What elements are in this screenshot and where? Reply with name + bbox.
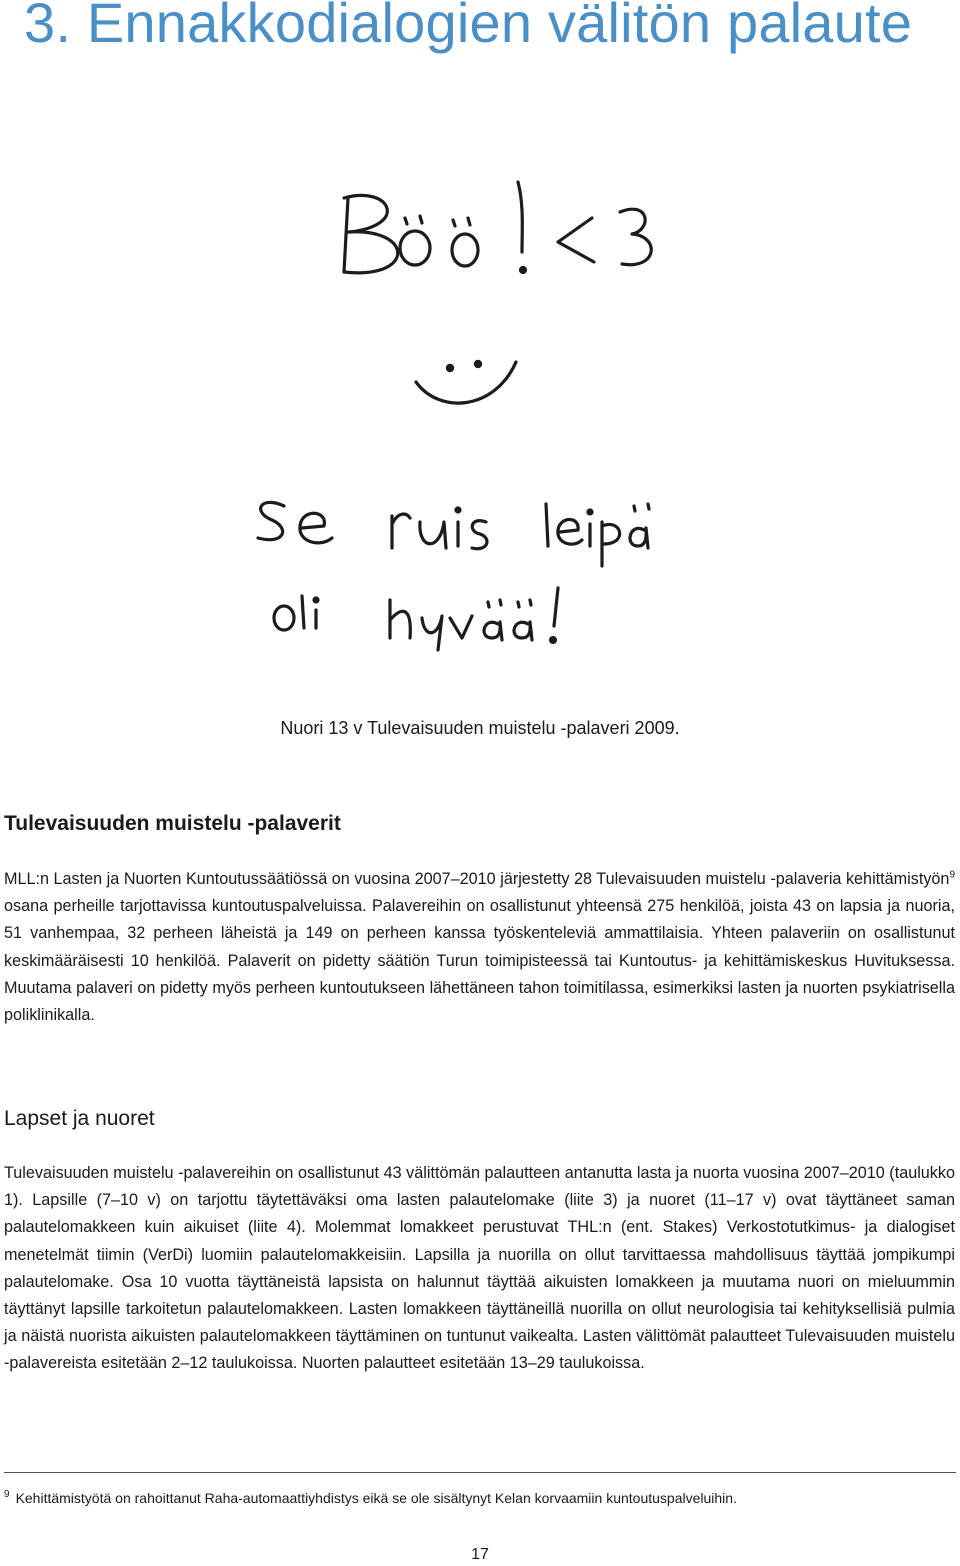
letter-o-1 [400,231,430,265]
exclamation-2-stroke [554,588,558,626]
letter-i-2-dot [588,510,592,514]
exclamation-2-dot [551,638,556,643]
footnote-text: Kehittämistyötä on rahoittanut Raha-automaattiyhdistys eikä se ole sisältynyt Kelan korvaamiin kuntoutuspalveluihin. [15,1490,737,1506]
letter-a-3 [514,622,532,640]
letter-u [420,522,446,548]
umlaut-4a [488,602,489,607]
drawing-caption-text: Nuori 13 v Tulevaisuuden muistelu -palaveri 2009. [280,718,680,738]
letter-v [450,616,472,638]
letter-s-2 [472,521,487,549]
letter-o-2 [452,234,478,266]
less-than-sign [558,218,594,262]
letter-p [602,522,620,566]
letter-h [390,600,410,638]
child-handwritten-note [240,160,720,660]
exclamation-stroke [518,182,522,252]
letter-l-2 [302,596,304,628]
umlaut-4b [500,600,501,605]
section-1-paragraph [4,866,955,1029]
footnote [4,1490,956,1506]
paragraph-text-part-1: MLL:n Lasten ja Nuorten Kuntoutussäätiössä on vuosina 2007–2010 järjestetty 28 Tulevaisuuden muistelu -palaveria kehittämistyön [4,870,950,888]
letter-b-stroke [344,198,348,272]
letter-a-2 [484,622,502,640]
letter-s [258,502,284,539]
letter-l [546,504,548,546]
number-three [620,209,651,265]
subsection-heading: Lapset ja nuoret [4,1107,155,1130]
umlaut-3a [634,506,635,511]
footnote-reference: 9 [949,869,955,881]
umlaut-5a [518,602,519,607]
chapter-title: 3. Ennakkodialogien välitön palaute [24,0,913,54]
umlaut-5b [530,600,531,605]
letter-b-bottom-bowl [344,232,398,273]
letter-y [422,616,442,650]
umlaut-2b [468,218,470,225]
letter-i-3-dot [314,598,318,602]
smiley-mouth [416,362,516,403]
letter-a-1 [630,528,648,548]
letter-e-1 [300,513,332,543]
footnote-divider [4,1472,956,1473]
exclamation-dot [521,268,526,273]
letter-i-1-dot [456,508,460,512]
letter-o-3 [274,606,294,630]
umlaut-2a [453,220,455,226]
section-heading: Tulevaisuuden muistelu -palaverit [4,812,341,835]
drawing-caption [0,718,960,739]
smiley-eye-right [475,361,480,366]
handwriting-drawing [240,160,720,660]
umlaut-1a [405,218,407,224]
smiley-eye-left [447,365,452,370]
section-2-paragraph: Tulevaisuuden muistelu -palavereihin on osallistunut 43 välittömän palautteen antanutta lasta ja nuorta vuosina 2007–2010 (taulukko 1). Lapsille (7–10 v) on tarjottu täytettäväksi oma lasten palautelomake (liite 3) ja nuoret (11–17 v) ovat täyttäneet saman palautelomakkeen kuin aikuiset (liite 4). Molemmat lomakkeet perustuvat THL:n (ent. Stakes) Verkostotutkimus- ja dialogiset menetelmät tiimin (VerDi) luomiin palautelomakkeisiin. Lapsilla ja nuorilla on ollut tarvittaessa mahdollisuus täyttää jompikumpi palautelomake. Osa 10 vuotta täyttäneistä lapsista on halunnut täyttää aikuisten lomakkeen ja muutama nuori on mieluummin täyttänyt lapsille tarkoitetun palautelomakkeen. Lasten lomakkeen täyttäneillä nuorilla on ollut neurologisia tai kehityksellisiä pulmia ja näistä nuorista aikuisten palautelomakkeen täyttäminen on tuntunut vaikealta. Lasten välittömät palautteet Tulevaisuuden muistelu -palavereista esitetään 2–12 taulukoissa. Nuorten palautteet esitetään 13–29 taulukoissa. [4,1164,955,1373]
paragraph-text-part-2: osana perheille tarjottavissa kuntoutuspalveluissa. Palavereihin on osallistunut yhteensä 275 henkilöä, joista 43 on lapsia ja nuoria, 51 vanhempaa, 32 perheen läheistä ja 149 on perheen kanssa työskenteleviä ammattilaisia. Yhteen palaveriin on osallistunut keskimääräisesti 10 henkilöä. Palaverit on pidetty säätiön Turun toimipisteessä tai Kuntoutus- ja kehittämiskeskus Huvituksessa. Muutama palaveri on pidetty myös perheen kuntoutukseen lähettäneen tahon toimitilassa, esimerkiksi lasten ja nuorten psykiatrisella poliklinikalla. [4,897,955,1025]
letter-b-top-bowl [344,195,387,232]
footnote-mark: 9 [4,1489,10,1501]
page-number: 17 [471,1546,489,1563]
umlaut-3b [648,504,649,509]
letter-e-2 [558,520,582,545]
umlaut-1b [420,216,422,223]
letter-r [392,514,410,548]
